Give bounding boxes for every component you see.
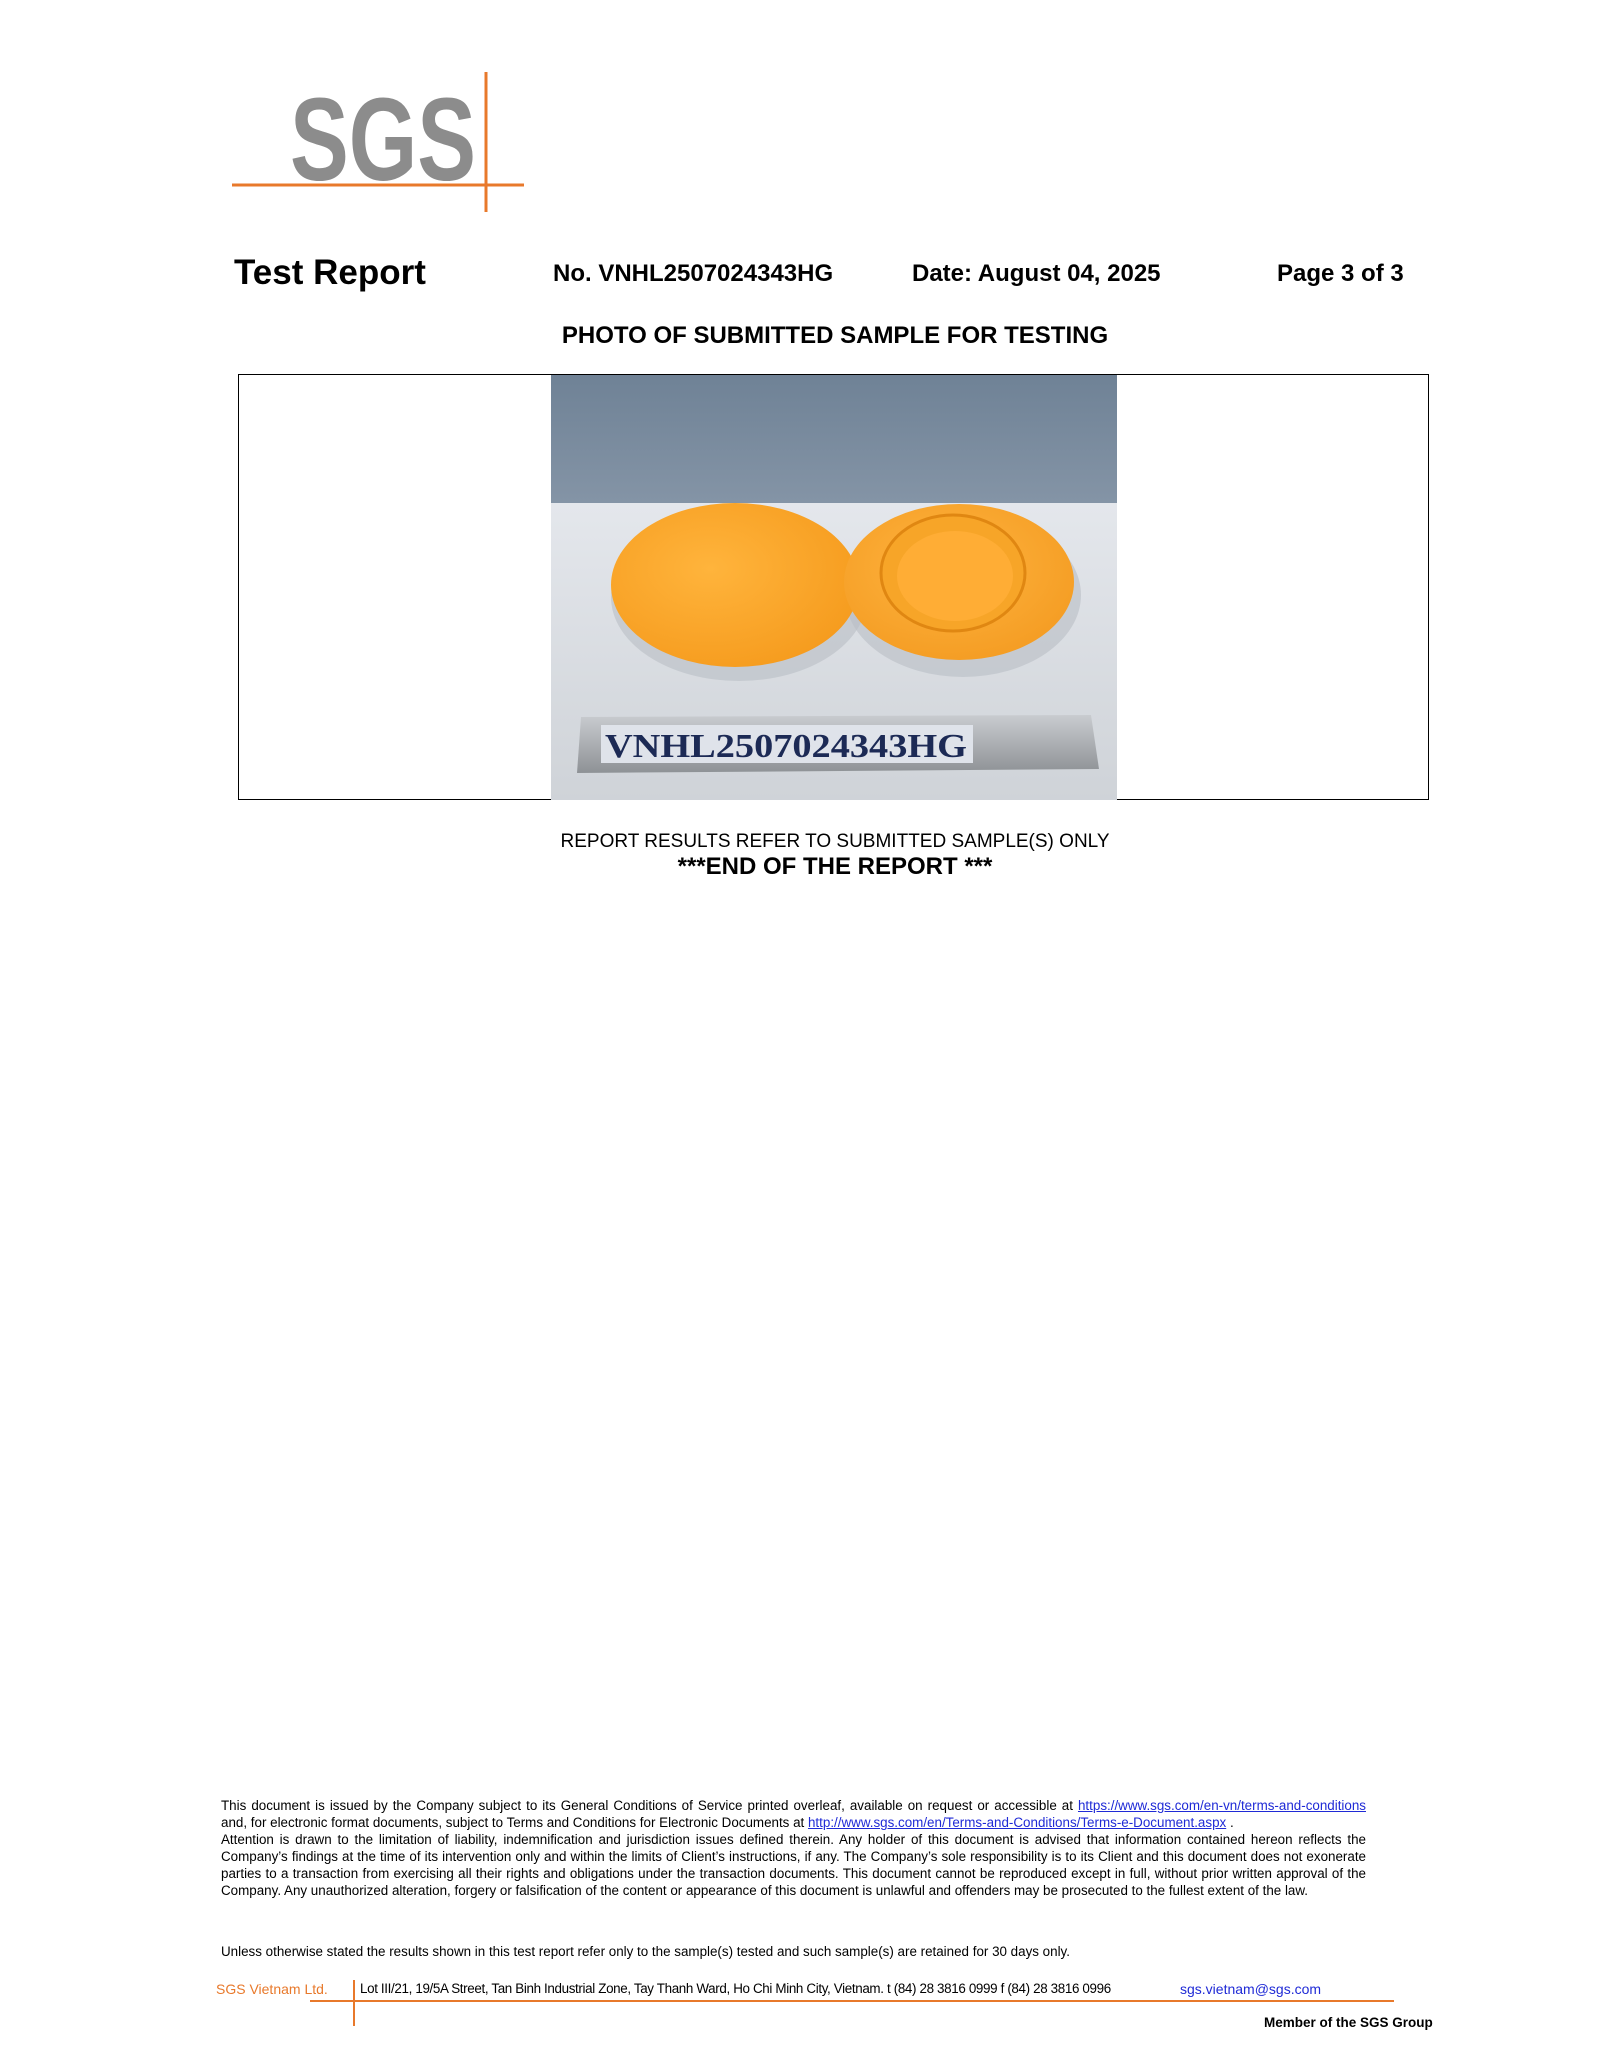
disclaimer-text-b: and, for electronic format documents, subject to Terms and Conditions for Electronic Documents at	[221, 1815, 808, 1830]
page-indicator: Page 3 of 3	[1277, 260, 1404, 287]
retention-note: Unless otherwise stated the results shown in this test report refer only to the sample(s) tested and such sample(s) are retained for 30 days only.	[221, 1944, 1070, 1959]
orange-plate-rimmed	[844, 504, 1074, 660]
member-note: Member of the SGS Group	[1264, 2015, 1433, 2030]
disclaimer-text-a: This document is issued by the Company subject to its General Conditions of Service printed overleaf, available on request or accessible at	[221, 1798, 1078, 1813]
sample-photo	[551, 375, 1117, 800]
footer-address: Lot III/21, 19/5A Street, Tan Binh Industrial Zone, Tay Thanh Ward, Ho Chi Minh City, Vietnam. t (84) 28 3816 0999 f (84) 28 3816 0996	[360, 1981, 1111, 1996]
sgs-logo	[232, 72, 524, 212]
section-title: PHOTO OF SUBMITTED SAMPLE FOR TESTING	[561, 322, 1109, 349]
end-of-report: ***END OF THE REPORT ***	[677, 853, 993, 880]
edoc-terms-link[interactable]: http://www.sgs.com/en/Terms-and-Conditions/Terms-e-Document.aspx	[807, 1815, 1227, 1830]
footer-company: SGS Vietnam Ltd.	[216, 1981, 328, 1997]
disclaimer	[221, 1797, 1366, 1899]
footer-divider	[310, 2000, 1394, 2002]
terms-link[interactable]: https://www.sgs.com/en-vn/terms-and-conditions	[1077, 1798, 1366, 1813]
footer-accent-line	[353, 1980, 355, 2026]
report-number: No. VNHL2507024343HG	[553, 260, 834, 287]
results-note: REPORT RESULTS REFER TO SUBMITTED SAMPLE(S) ONLY	[560, 831, 1110, 852]
footer-email-link[interactable]: sgs.vietnam@sgs.com	[1180, 1981, 1322, 1997]
sgs-logo-text: SGS	[290, 74, 476, 206]
disclaimer-text-c: .	[1226, 1815, 1234, 1830]
orange-plate-flat	[611, 503, 859, 667]
report-title: Test Report	[234, 253, 426, 292]
sample-code-strip	[601, 725, 973, 765]
sample-code-label: VNHL2507024343HG	[605, 728, 967, 765]
report-date: Date: August 04, 2025	[912, 260, 1161, 287]
liability-paragraph: Attention is drawn to the limitation of liability, indemnification and jurisdiction issues defined therein. Any holder of this document is advised that information contained hereon reflects the Company’s findings at the time of its intervention only and within the limits of Client’s instructions, if any. The Company’s sole responsibility is to its Client and this document does not exonerate parties to a transaction from exercising all their rights and obligations under the transaction documents. This document cannot be reproduced except in full, without prior written approval of the Company. Any unauthorized alteration, forgery or falsification of the content or appearance of this document is unlawful and offenders may be prosecuted to the fullest extent of the law.	[221, 1832, 1366, 1898]
